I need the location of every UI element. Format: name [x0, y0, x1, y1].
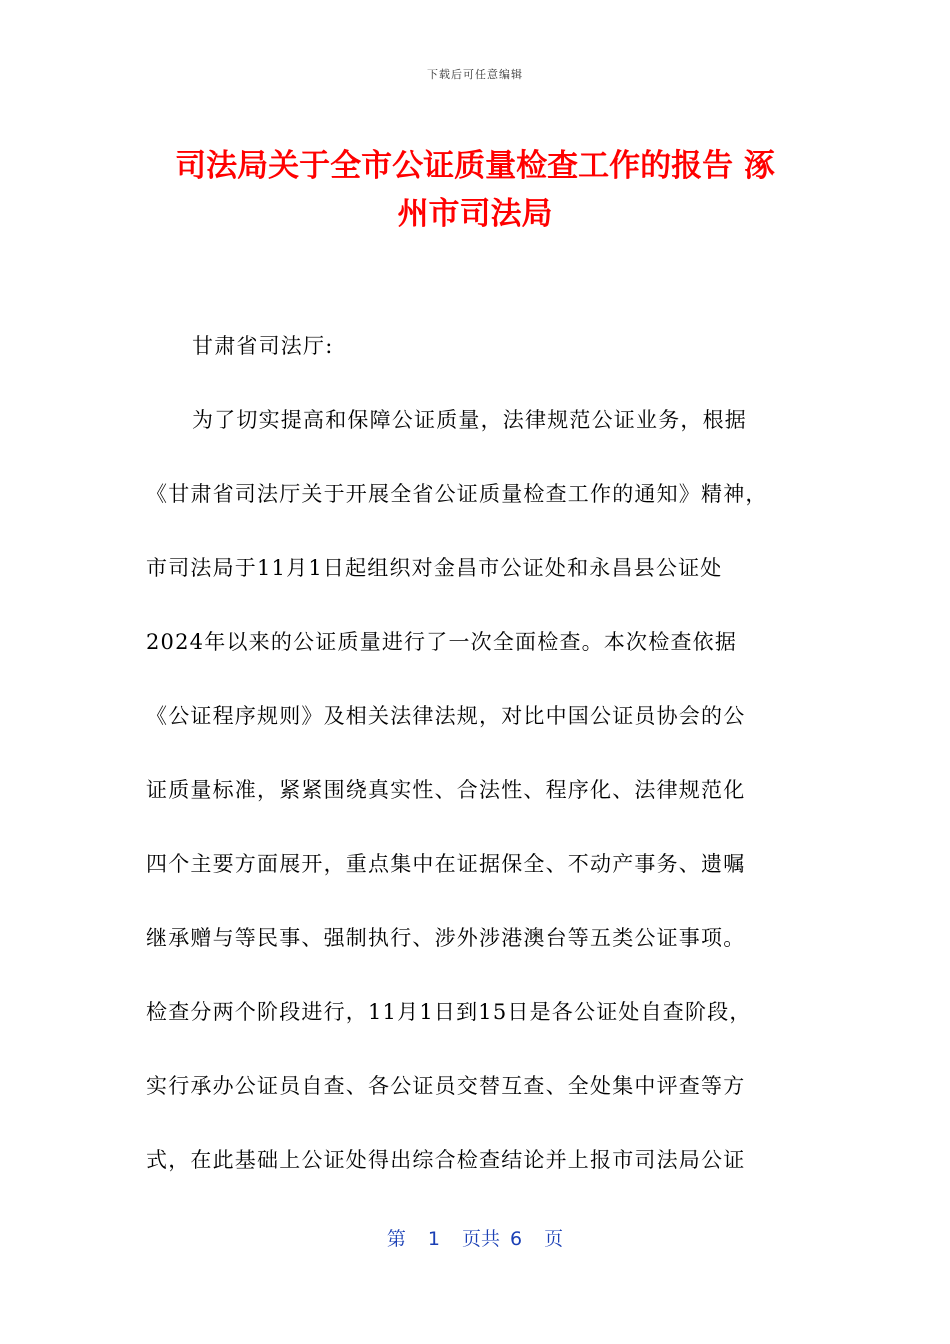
title-line-2: 州市司法局 [397, 196, 553, 232]
body-line: 市司法局于11月1日起组织对金昌市公证处和永昌县公证处 [146, 556, 723, 580]
footer-di: 第 [386, 1228, 406, 1250]
body-line: 《公证程序规则》及相关法律法规，对比中国公证员协会的公 [146, 704, 746, 728]
body-line: 为了切实提高和保障公证质量，法律规范公证业务，根据 [192, 408, 747, 432]
body-line: 四个主要方面展开，重点集中在证据保全、不动产事务、遗嘱 [146, 852, 746, 876]
body-line: 证质量标准，紧紧围绕真实性、合法性、程序化、法律规范化 [146, 778, 746, 802]
current-page-number: 1 [427, 1228, 440, 1250]
total-page-number: 6 [510, 1228, 523, 1250]
document-title [130, 142, 820, 238]
footer-ye-gong: 页共 [461, 1228, 500, 1250]
title-line-1: 司法局关于全市公证质量检查工作的报告 涿 [175, 148, 775, 184]
body-line: 《甘肃省司法厅关于开展全省公证质量检查工作的通知》精神， [146, 482, 768, 506]
body-line: 2024年以来的公证质量进行了一次全面检查。本次检查依据 [146, 630, 738, 654]
body-line: 实行承办公证员自查、各公证员交替互查、全处集中评查等方 [146, 1074, 746, 1098]
document-body [146, 320, 806, 1208]
page-number-footer [0, 1224, 950, 1251]
page-header-note: 下载后可任意编辑 [427, 68, 523, 81]
footer-ye: 页 [544, 1228, 564, 1250]
body-line: 检查分两个阶段进行，11月1日到15日是各公证处自查阶段， [146, 1000, 752, 1024]
body-line: 式，在此基础上公证处得出综合检查结论并上报市司法局公证 [146, 1148, 746, 1172]
body-line: 继承赠与等民事、强制执行、涉外涉港澳台等五类公证事项。 [146, 926, 746, 950]
salutation: 甘肃省司法厅: [192, 334, 334, 358]
